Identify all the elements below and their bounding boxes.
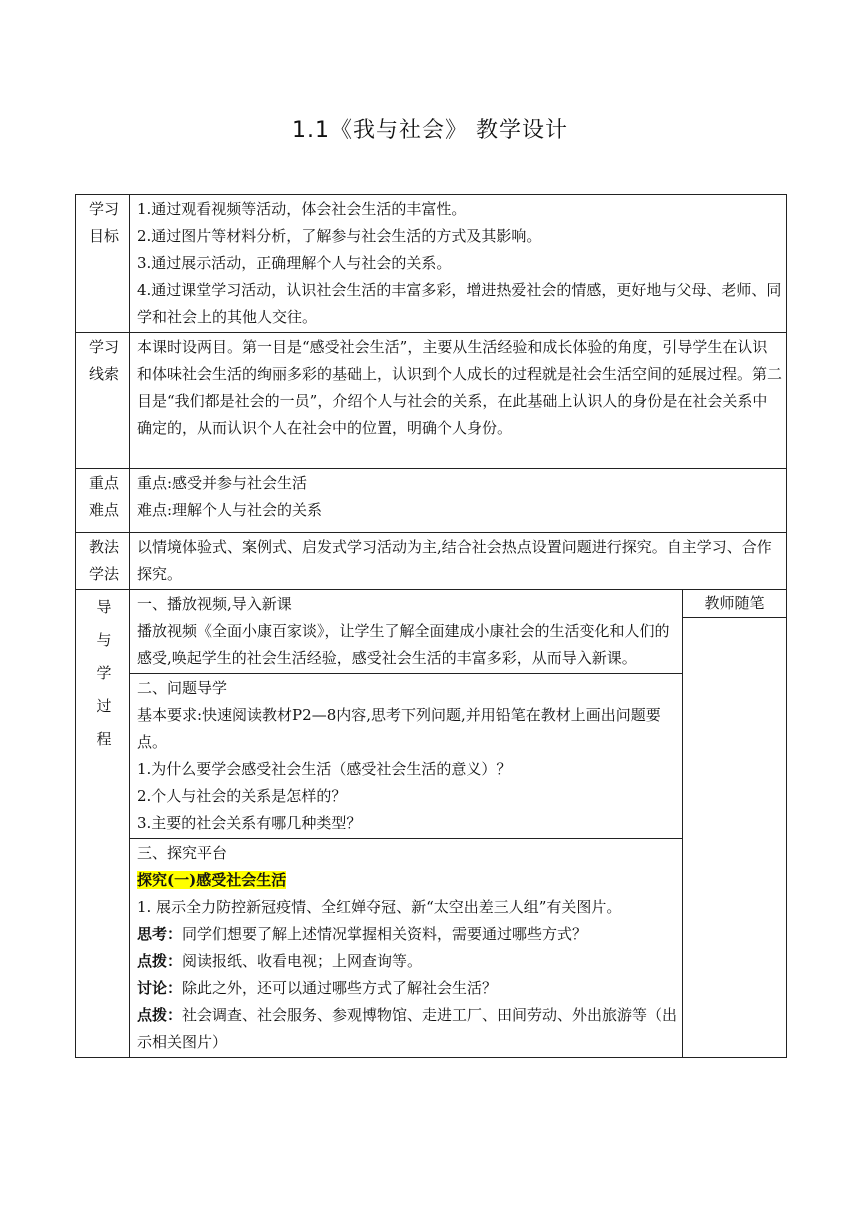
think-label: 思考： xyxy=(137,925,183,943)
objectives-label xyxy=(76,195,130,333)
process-label-3: 学 xyxy=(96,664,112,682)
discuss-line xyxy=(137,975,678,1002)
process-row-explore xyxy=(76,839,787,1058)
explore-title: 探究(一)感受社会生活 xyxy=(137,871,287,889)
think-text: 同学们想要了解上述情况掌握相关资料，需要通过哪些方式？ xyxy=(182,925,588,943)
difficult-point: 难点:理解个人与社会的关系 xyxy=(137,501,323,519)
section-intro-heading: 一、播放视频,导入新课 xyxy=(137,595,292,613)
clues-label-2: 线索 xyxy=(88,365,119,383)
methods-label xyxy=(76,533,130,590)
hint-line-1 xyxy=(137,948,678,975)
explore-title-line xyxy=(137,867,678,894)
process-label-5: 程 xyxy=(96,730,112,748)
explore-item-1: 1. 展示全力防控新冠疫情、全红婵夺冠、新“太空出差三人组”有关图片。 xyxy=(137,898,622,916)
process-label-4: 过 xyxy=(96,697,112,715)
key-points-content xyxy=(130,469,787,533)
process-label-2: 与 xyxy=(96,631,112,649)
objectives-label-2: 目标 xyxy=(88,227,119,245)
key-point: 重点:感受并参与社会生活 xyxy=(137,474,308,492)
objective-2: 2.通过图片等材料分析，了解参与社会生活的方式及其影响。 xyxy=(137,227,542,245)
question-1: 1.为什么要学会感受社会生活（感受社会生活的意义）？ xyxy=(137,760,512,778)
methods-label-1: 教法 xyxy=(88,538,119,556)
hint-label-1: 点拨： xyxy=(137,952,183,970)
objective-1: 1.通过观看视频等活动，体会社会生活的丰富性。 xyxy=(137,200,467,218)
clues-row xyxy=(76,333,787,469)
teacher-notes-area xyxy=(683,618,787,1058)
process-row-questions xyxy=(76,674,787,839)
key-label-2: 难点 xyxy=(88,501,119,519)
lesson-plan-table xyxy=(75,194,787,1058)
objectives-row xyxy=(76,195,787,333)
key-label-1: 重点 xyxy=(88,474,119,492)
question-2: 2.个人与社会的关系是怎样的？ xyxy=(137,787,347,805)
methods-row xyxy=(76,533,787,590)
process-label-1: 导 xyxy=(96,598,112,616)
think-line xyxy=(137,921,678,948)
methods-label-2: 学法 xyxy=(88,565,119,583)
hint-line-2 xyxy=(137,1002,678,1056)
hint-text-1: 阅读报纸、收看电视；上网查询等。 xyxy=(182,952,423,970)
section-intro-text: 播放视频《全面小康百家谈》，让学生了解全面建成小康社会的生活变化和人们的感受,唤起学生的社会生活经验，感受社会生活的丰富多彩，从而导入新课。 xyxy=(137,622,670,667)
question-3: 3.主要的社会关系有哪几种类型？ xyxy=(137,814,362,832)
process-label xyxy=(76,590,130,1058)
page-title: 1.1《我与社会》 教学设计 xyxy=(292,118,568,143)
clues-label-1: 学习 xyxy=(88,338,119,356)
objective-3: 3.通过展示活动，正确理解个人与社会的关系。 xyxy=(137,254,452,272)
methods-content: 以情境体验式、案例式、启发式学习活动为主,结合社会热点设置问题进行探究。自主学习、合作探究。 xyxy=(130,533,787,590)
section-questions-intro: 基本要求:快速阅读教材P2—8内容,思考下列问题,并用铅笔在教材上画出问题要点。 xyxy=(137,706,661,751)
hint-text-2: 社会调查、社会服务、参观博物馆、走进工厂、田间劳动、外出旅游等（出示相关图片） xyxy=(137,1006,678,1051)
objective-4: 4.通过课堂学习活动，认识社会生活的丰富多彩，增进热爱社会的情感，更好地与父母、老师、同学和社会上的其他人交往。 xyxy=(137,281,782,326)
teacher-notes-header: 教师随笔 xyxy=(683,590,787,618)
key-points-label xyxy=(76,469,130,533)
clues-content: 本课时设两目。第一目是“感受社会生活”，主要从生活经验和成长体验的角度，引导学生在认识和体味社会生活的绚丽多彩的基础上，认识到个人成长的过程就是社会生活空间的延展过程。第二目是“我们都是社会的一员”，介绍个人与社会的关系，在此基础上认识人的身份是在社会关系中确定的，从而认识个人在社会中的位置，明确个人身份。 xyxy=(130,333,787,469)
section-questions-heading: 二、问题导学 xyxy=(137,679,228,697)
section-intro xyxy=(130,590,683,674)
key-points-row xyxy=(76,469,787,533)
objectives-content xyxy=(130,195,787,333)
hint-label-2: 点拨： xyxy=(137,1006,183,1024)
discuss-label: 讨论： xyxy=(137,979,183,997)
process-row-intro xyxy=(76,590,787,618)
section-questions xyxy=(130,674,683,839)
section-explore-heading: 三、探究平台 xyxy=(137,844,228,862)
objectives-label-1: 学习 xyxy=(88,200,119,218)
discuss-text: 除此之外，还可以通过哪些方式了解社会生活？ xyxy=(182,979,498,997)
section-explore xyxy=(130,839,683,1058)
clues-label xyxy=(76,333,130,469)
